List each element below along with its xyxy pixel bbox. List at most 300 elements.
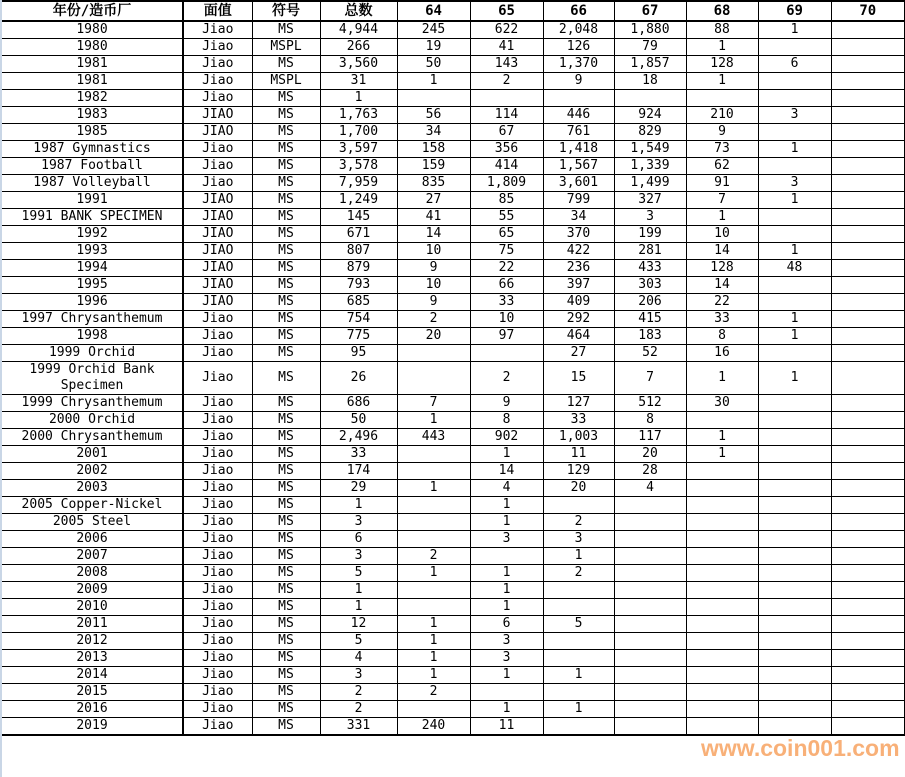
cell-grade-65: 55: [470, 209, 543, 226]
cell-grade-66: 370: [543, 226, 614, 243]
cell-total: 331: [320, 718, 397, 736]
cell-grade-65: 66: [470, 277, 543, 294]
cell-grade-66: [543, 599, 614, 616]
cell-face-value: Jiao: [183, 446, 252, 463]
cell-grade-69: [758, 599, 831, 616]
cell-grade-65: 622: [470, 21, 543, 39]
cell-grade-66: 2: [543, 565, 614, 582]
cell-grade-69: 1: [758, 21, 831, 39]
cell-grade-67: 28: [614, 463, 686, 480]
cell-grade-69: [758, 480, 831, 497]
cell-total: 879: [320, 260, 397, 277]
cell-total: 2: [320, 684, 397, 701]
table-row: [2, 480, 905, 497]
cell-face-value: Jiao: [183, 362, 252, 395]
cell-grade-65: 22: [470, 260, 543, 277]
cell-grade-66: 5: [543, 616, 614, 633]
cell-grade-65: 2: [470, 73, 543, 90]
cell-total: 29: [320, 480, 397, 497]
cell-year-mint: 1997 Chrysanthemum: [2, 311, 183, 328]
table-row: [2, 718, 905, 736]
cell-grade-68: 14: [686, 277, 758, 294]
cell-grade-69: 48: [758, 260, 831, 277]
cell-grade-66: 1,418: [543, 141, 614, 158]
cell-grade-64: 20: [397, 328, 470, 345]
cell-face-value: Jiao: [183, 531, 252, 548]
cell-face-value: JIAO: [183, 294, 252, 311]
cell-face-value: JIAO: [183, 243, 252, 260]
cell-grade-66: 397: [543, 277, 614, 294]
cell-grade-70: [831, 124, 905, 141]
cell-symbol: MS: [252, 650, 320, 667]
cell-face-value: Jiao: [183, 175, 252, 192]
cell-symbol: MS: [252, 243, 320, 260]
cell-face-value: Jiao: [183, 497, 252, 514]
cell-symbol: MS: [252, 463, 320, 480]
cell-year-mint: 1999 Orchid Bank Specimen: [2, 362, 183, 395]
cell-grade-64: [397, 599, 470, 616]
cell-face-value: Jiao: [183, 582, 252, 599]
cell-grade-65: [470, 90, 543, 107]
table-header: [2, 1, 905, 21]
cell-face-value: Jiao: [183, 39, 252, 56]
table-row: [2, 243, 905, 260]
cell-year-mint: 2012: [2, 633, 183, 650]
cell-total: 6: [320, 531, 397, 548]
table-row: [2, 73, 905, 90]
cell-face-value: JIAO: [183, 226, 252, 243]
cell-grade-69: [758, 582, 831, 599]
column-header-grade-68: 68: [686, 1, 758, 21]
cell-grade-70: [831, 565, 905, 582]
cell-grade-68: [686, 616, 758, 633]
cell-symbol: MSPL: [252, 73, 320, 90]
cell-grade-64: [397, 497, 470, 514]
table-row: [2, 633, 905, 650]
cell-total: 4: [320, 650, 397, 667]
cell-grade-65: 75: [470, 243, 543, 260]
cell-grade-68: [686, 633, 758, 650]
cell-grade-65: 1: [470, 582, 543, 599]
table-row: [2, 497, 905, 514]
cell-grade-70: [831, 429, 905, 446]
cell-year-mint: 2014: [2, 667, 183, 684]
cell-face-value: Jiao: [183, 718, 252, 736]
cell-grade-64: [397, 362, 470, 395]
cell-grade-67: [614, 599, 686, 616]
cell-total: 95: [320, 345, 397, 362]
cell-symbol: MS: [252, 616, 320, 633]
cell-grade-65: 356: [470, 141, 543, 158]
cell-grade-68: 1: [686, 209, 758, 226]
cell-year-mint: 2007: [2, 548, 183, 565]
cell-symbol: MS: [252, 328, 320, 345]
cell-year-mint: 2003: [2, 480, 183, 497]
cell-symbol: MS: [252, 446, 320, 463]
cell-grade-66: 33: [543, 412, 614, 429]
cell-grade-66: [543, 633, 614, 650]
cell-grade-66: 20: [543, 480, 614, 497]
cell-grade-68: 128: [686, 260, 758, 277]
cell-total: 2,496: [320, 429, 397, 446]
cell-year-mint: 1991: [2, 192, 183, 209]
cell-grade-70: [831, 497, 905, 514]
column-header-grade-64: 64: [397, 1, 470, 21]
table-row: [2, 141, 905, 158]
cell-grade-65: 1: [470, 667, 543, 684]
watermark: www.coin001.com: [701, 735, 900, 761]
cell-year-mint: 1980: [2, 39, 183, 56]
cell-grade-67: 512: [614, 395, 686, 412]
cell-face-value: Jiao: [183, 412, 252, 429]
cell-total: 685: [320, 294, 397, 311]
cell-grade-64: 1: [397, 73, 470, 90]
cell-grade-64: 240: [397, 718, 470, 736]
cell-grade-64: [397, 345, 470, 362]
cell-grade-68: [686, 514, 758, 531]
cell-grade-66: 761: [543, 124, 614, 141]
cell-symbol: MS: [252, 582, 320, 599]
cell-face-value: Jiao: [183, 328, 252, 345]
cell-grade-66: 15: [543, 362, 614, 395]
cell-grade-70: [831, 311, 905, 328]
cell-grade-69: [758, 565, 831, 582]
cell-grade-69: [758, 158, 831, 175]
column-header-grade-65: 65: [470, 1, 543, 21]
cell-total: 26: [320, 362, 397, 395]
cell-grade-70: [831, 243, 905, 260]
cell-grade-68: 91: [686, 175, 758, 192]
cell-grade-66: 129: [543, 463, 614, 480]
cell-total: 5: [320, 565, 397, 582]
cell-grade-68: 1: [686, 39, 758, 56]
cell-grade-67: 829: [614, 124, 686, 141]
cell-grade-65: 3: [470, 531, 543, 548]
cell-grade-66: [543, 90, 614, 107]
cell-face-value: Jiao: [183, 141, 252, 158]
cell-year-mint: 1994: [2, 260, 183, 277]
cell-grade-69: [758, 345, 831, 362]
cell-face-value: Jiao: [183, 90, 252, 107]
cell-grade-66: 3,601: [543, 175, 614, 192]
cell-grade-70: [831, 209, 905, 226]
cell-grade-64: 34: [397, 124, 470, 141]
cell-total: 3: [320, 514, 397, 531]
table-row: [2, 124, 905, 141]
cell-grade-65: 67: [470, 124, 543, 141]
cell-grade-65: 1: [470, 514, 543, 531]
cell-year-mint: 2016: [2, 701, 183, 718]
cell-grade-68: 10: [686, 226, 758, 243]
cell-grade-66: 1,370: [543, 56, 614, 73]
cell-grade-69: [758, 531, 831, 548]
table-row: [2, 514, 905, 531]
cell-grade-68: [686, 718, 758, 736]
cell-grade-69: [758, 209, 831, 226]
column-header-grade-67: 67: [614, 1, 686, 21]
cell-grade-70: [831, 395, 905, 412]
cell-grade-67: 433: [614, 260, 686, 277]
cell-grade-65: [470, 345, 543, 362]
cell-year-mint: 2006: [2, 531, 183, 548]
cell-grade-70: [831, 531, 905, 548]
cell-face-value: Jiao: [183, 311, 252, 328]
cell-year-mint: 1981: [2, 56, 183, 73]
cell-grade-65: 8: [470, 412, 543, 429]
cell-face-value: Jiao: [183, 684, 252, 701]
cell-grade-70: [831, 328, 905, 345]
cell-grade-68: 1: [686, 362, 758, 395]
cell-symbol: MS: [252, 21, 320, 39]
cell-grade-70: [831, 701, 905, 718]
table-row: [2, 21, 905, 39]
cell-grade-68: 33: [686, 311, 758, 328]
cell-symbol: MS: [252, 345, 320, 362]
column-header-year-mint: 年份/造币厂: [2, 1, 183, 21]
cell-year-mint: 2000 Orchid: [2, 412, 183, 429]
cell-grade-65: 85: [470, 192, 543, 209]
cell-year-mint: 2005 Copper-Nickel: [2, 497, 183, 514]
cell-grade-65: 65: [470, 226, 543, 243]
cell-symbol: MS: [252, 277, 320, 294]
cell-grade-66: [543, 718, 614, 736]
cell-grade-68: 8: [686, 328, 758, 345]
cell-grade-69: 1: [758, 311, 831, 328]
cell-total: 50: [320, 412, 397, 429]
cell-grade-69: [758, 412, 831, 429]
cell-total: 2: [320, 701, 397, 718]
table-row: [2, 395, 905, 412]
cell-grade-66: 1: [543, 667, 614, 684]
cell-face-value: JIAO: [183, 209, 252, 226]
cell-grade-68: [686, 463, 758, 480]
cell-grade-70: [831, 294, 905, 311]
cell-grade-66: 127: [543, 395, 614, 412]
cell-grade-64: 19: [397, 39, 470, 56]
cell-grade-68: [686, 90, 758, 107]
cell-year-mint: 1987 Football: [2, 158, 183, 175]
cell-grade-67: [614, 650, 686, 667]
cell-grade-68: 210: [686, 107, 758, 124]
cell-grade-67: [614, 514, 686, 531]
cell-grade-67: 327: [614, 192, 686, 209]
cell-grade-64: 56: [397, 107, 470, 124]
cell-grade-64: 835: [397, 175, 470, 192]
table-row: [2, 39, 905, 56]
cell-face-value: Jiao: [183, 701, 252, 718]
cell-grade-67: 1,857: [614, 56, 686, 73]
cell-grade-70: [831, 514, 905, 531]
cell-grade-64: 1: [397, 480, 470, 497]
cell-grade-69: [758, 90, 831, 107]
cell-symbol: MS: [252, 480, 320, 497]
cell-grade-64: 9: [397, 294, 470, 311]
cell-grade-68: 1: [686, 73, 758, 90]
cell-total: 671: [320, 226, 397, 243]
table-row: [2, 311, 905, 328]
cell-grade-69: [758, 294, 831, 311]
cell-grade-65: 3: [470, 633, 543, 650]
cell-grade-65: [470, 548, 543, 565]
cell-year-mint: 2010: [2, 599, 183, 616]
cell-grade-67: [614, 633, 686, 650]
cell-grade-64: [397, 582, 470, 599]
cell-grade-65: 41: [470, 39, 543, 56]
cell-grade-70: [831, 158, 905, 175]
cell-total: 686: [320, 395, 397, 412]
cell-grade-67: [614, 497, 686, 514]
cell-symbol: MS: [252, 192, 320, 209]
cell-grade-68: 128: [686, 56, 758, 73]
cell-grade-67: 79: [614, 39, 686, 56]
cell-grade-64: 158: [397, 141, 470, 158]
cell-grade-66: [543, 684, 614, 701]
cell-grade-70: [831, 345, 905, 362]
cell-grade-66: 2: [543, 514, 614, 531]
cell-year-mint: 2011: [2, 616, 183, 633]
cell-face-value: Jiao: [183, 514, 252, 531]
cell-grade-65: 1: [470, 497, 543, 514]
cell-grade-64: 159: [397, 158, 470, 175]
table-row: [2, 616, 905, 633]
cell-symbol: MS: [252, 209, 320, 226]
cell-total: 1: [320, 497, 397, 514]
cell-grade-69: 1: [758, 192, 831, 209]
cell-grade-64: [397, 90, 470, 107]
cell-grade-68: 1: [686, 429, 758, 446]
cell-total: 754: [320, 311, 397, 328]
cell-total: 1,763: [320, 107, 397, 124]
cell-year-mint: 2001: [2, 446, 183, 463]
cell-year-mint: 1993: [2, 243, 183, 260]
cell-grade-64: 2: [397, 684, 470, 701]
cell-grade-64: 1: [397, 616, 470, 633]
cell-grade-67: [614, 582, 686, 599]
cell-grade-68: [686, 412, 758, 429]
cell-symbol: MSPL: [252, 39, 320, 56]
cell-face-value: Jiao: [183, 429, 252, 446]
cell-grade-69: [758, 684, 831, 701]
cell-grade-66: 409: [543, 294, 614, 311]
cell-grade-70: [831, 480, 905, 497]
cell-grade-70: [831, 141, 905, 158]
cell-grade-69: [758, 463, 831, 480]
cell-grade-70: [831, 90, 905, 107]
cell-grade-67: 1,339: [614, 158, 686, 175]
cell-grade-67: [614, 718, 686, 736]
cell-face-value: Jiao: [183, 463, 252, 480]
cell-grade-67: 117: [614, 429, 686, 446]
table-row: [2, 362, 905, 395]
cell-grade-68: 73: [686, 141, 758, 158]
cell-year-mint: 1987 Volleyball: [2, 175, 183, 192]
table-body: [2, 21, 905, 735]
cell-symbol: MS: [252, 514, 320, 531]
cell-grade-66: 3: [543, 531, 614, 548]
cell-symbol: MS: [252, 56, 320, 73]
cell-grade-66: [543, 650, 614, 667]
cell-grade-64: 14: [397, 226, 470, 243]
cell-grade-70: [831, 175, 905, 192]
cell-grade-64: 443: [397, 429, 470, 446]
cell-grade-68: [686, 599, 758, 616]
cell-symbol: MS: [252, 684, 320, 701]
cell-grade-65: 1: [470, 565, 543, 582]
cell-grade-65: 1,809: [470, 175, 543, 192]
cell-year-mint: 1981: [2, 73, 183, 90]
cell-grade-66: 126: [543, 39, 614, 56]
cell-total: 1: [320, 599, 397, 616]
cell-grade-67: 206: [614, 294, 686, 311]
cell-grade-67: 924: [614, 107, 686, 124]
cell-grade-64: 10: [397, 243, 470, 260]
cell-grade-64: 41: [397, 209, 470, 226]
cell-symbol: MS: [252, 429, 320, 446]
cell-grade-66: 34: [543, 209, 614, 226]
table-row: [2, 226, 905, 243]
cell-grade-66: 27: [543, 345, 614, 362]
cell-face-value: JIAO: [183, 192, 252, 209]
table-row: [2, 192, 905, 209]
cell-grade-69: [758, 514, 831, 531]
cell-total: 31: [320, 73, 397, 90]
cell-grade-64: 245: [397, 21, 470, 39]
cell-grade-70: [831, 226, 905, 243]
cell-face-value: Jiao: [183, 395, 252, 412]
cell-grade-64: [397, 531, 470, 548]
cell-symbol: MS: [252, 311, 320, 328]
cell-year-mint: 2005 Steel: [2, 514, 183, 531]
column-header-grade-66: 66: [543, 1, 614, 21]
cell-total: 7,959: [320, 175, 397, 192]
cell-face-value: Jiao: [183, 633, 252, 650]
cell-grade-70: [831, 599, 905, 616]
cell-year-mint: 1999 Orchid: [2, 345, 183, 362]
cell-face-value: Jiao: [183, 345, 252, 362]
cell-face-value: JIAO: [183, 260, 252, 277]
cell-grade-69: [758, 633, 831, 650]
cell-grade-65: 414: [470, 158, 543, 175]
cell-year-mint: 1987 Gymnastics: [2, 141, 183, 158]
cell-grade-65: 143: [470, 56, 543, 73]
table-row: [2, 582, 905, 599]
cell-total: 1: [320, 582, 397, 599]
cell-grade-66: [543, 582, 614, 599]
cell-grade-67: 3: [614, 209, 686, 226]
cell-face-value: Jiao: [183, 667, 252, 684]
table-row: [2, 209, 905, 226]
cell-grade-66: 9: [543, 73, 614, 90]
cell-symbol: MS: [252, 90, 320, 107]
cell-grade-65: 1: [470, 599, 543, 616]
cell-grade-64: 27: [397, 192, 470, 209]
cell-total: 3: [320, 548, 397, 565]
cell-year-mint: 2002: [2, 463, 183, 480]
cell-grade-70: [831, 277, 905, 294]
cell-grade-69: 3: [758, 107, 831, 124]
cell-grade-70: [831, 362, 905, 395]
header-row: [2, 1, 905, 21]
cell-grade-64: [397, 446, 470, 463]
cell-grade-69: 1: [758, 362, 831, 395]
cell-total: 3,597: [320, 141, 397, 158]
cell-grade-64: 2: [397, 548, 470, 565]
cell-grade-65: 1: [470, 701, 543, 718]
cell-grade-67: 1,880: [614, 21, 686, 39]
cell-grade-65: 97: [470, 328, 543, 345]
cell-symbol: MS: [252, 175, 320, 192]
cell-grade-68: [686, 480, 758, 497]
